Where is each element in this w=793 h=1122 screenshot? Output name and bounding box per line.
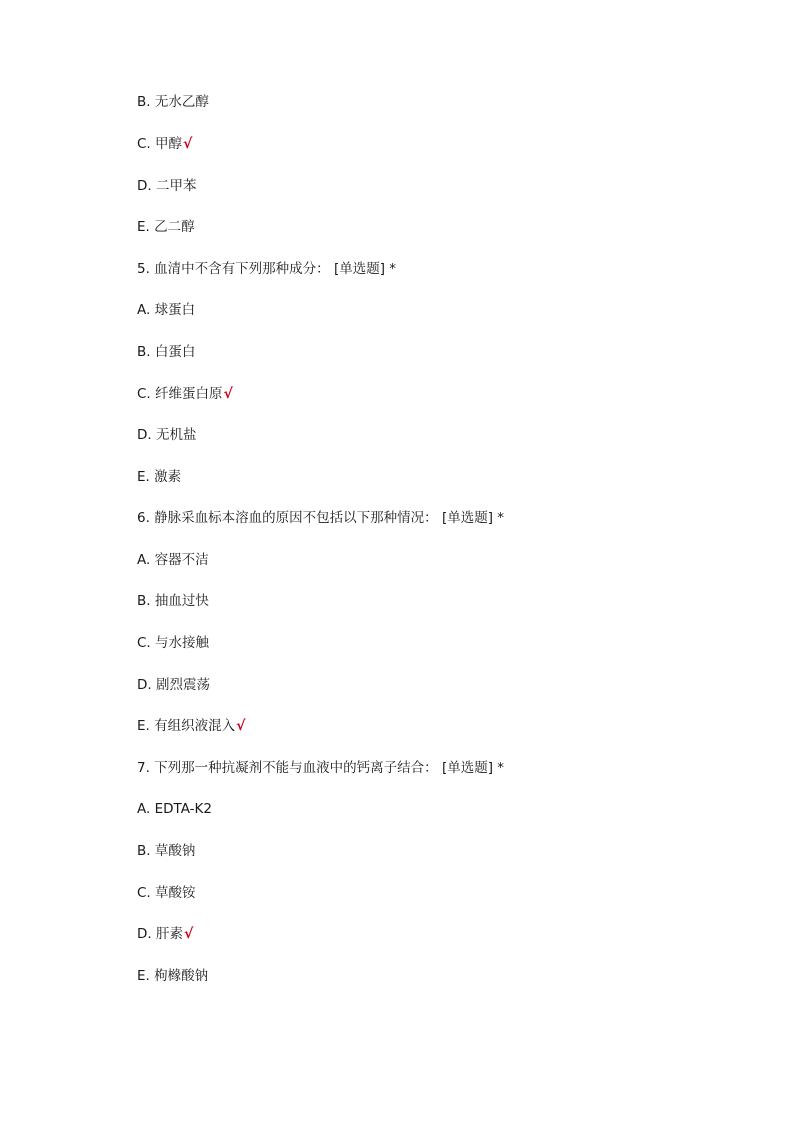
option-line bbox=[137, 675, 211, 695]
option-text: E. 激素 bbox=[137, 469, 182, 485]
option-text: A. 容器不洁 bbox=[137, 552, 209, 568]
option-text: C. 与水接触 bbox=[137, 635, 210, 651]
option-text: B. 白蛋白 bbox=[137, 344, 196, 360]
option-text: B. 草酸钠 bbox=[137, 843, 196, 859]
option-line bbox=[137, 92, 210, 112]
question-line bbox=[137, 758, 505, 778]
option-text: B. 抽血过快 bbox=[137, 593, 209, 609]
option-line bbox=[137, 883, 197, 903]
answer-check-mark: √ bbox=[236, 718, 246, 734]
option-line bbox=[137, 633, 210, 653]
option-line bbox=[137, 467, 182, 487]
option-line bbox=[137, 841, 196, 861]
option-text: D. 剧烈震荡 bbox=[137, 677, 210, 693]
option-text: C. 纤维蛋白原 bbox=[137, 386, 223, 402]
option-line bbox=[137, 591, 210, 611]
option-text: D. 无机盐 bbox=[137, 427, 197, 443]
option-line bbox=[137, 300, 196, 320]
question-line bbox=[137, 259, 397, 279]
option-text: C. 甲醇 bbox=[137, 136, 183, 152]
option-line bbox=[137, 716, 245, 736]
option-text: C. 草酸铵 bbox=[137, 885, 196, 901]
option-text: D. 肝素 bbox=[137, 926, 183, 942]
answer-check-mark: √ bbox=[223, 386, 233, 402]
question-text: 5. 血清中不含有下列那种成分： [单选题] * bbox=[137, 261, 397, 277]
option-line bbox=[137, 550, 210, 570]
option-line bbox=[137, 425, 197, 445]
question-text: 6. 静脉采血标本溶血的原因不包括以下那种情况： [单选题] * bbox=[137, 510, 505, 526]
option-text: D. 二甲苯 bbox=[137, 178, 197, 194]
option-line bbox=[137, 384, 233, 404]
option-line bbox=[137, 134, 192, 154]
option-line bbox=[137, 799, 213, 819]
option-text: E. 乙二醇 bbox=[137, 219, 195, 235]
option-line bbox=[137, 176, 197, 196]
option-text: E. 枸橼酸钠 bbox=[137, 968, 209, 984]
option-line bbox=[137, 217, 196, 237]
option-line bbox=[137, 342, 196, 362]
option-text: B. 无水乙醇 bbox=[137, 94, 209, 110]
option-text: E. 有组织液混入 bbox=[137, 718, 236, 734]
answer-check-mark: √ bbox=[183, 136, 193, 152]
option-text: A. EDTA-K2 bbox=[137, 801, 212, 817]
question-line bbox=[137, 508, 505, 528]
answer-check-mark: √ bbox=[183, 926, 194, 942]
option-text: A. 球蛋白 bbox=[137, 302, 196, 318]
option-line bbox=[137, 966, 209, 986]
question-text: 7. 下列那一种抗凝剂不能与血液中的钙离子结合： [单选题] * bbox=[137, 760, 505, 776]
option-line bbox=[137, 924, 193, 944]
